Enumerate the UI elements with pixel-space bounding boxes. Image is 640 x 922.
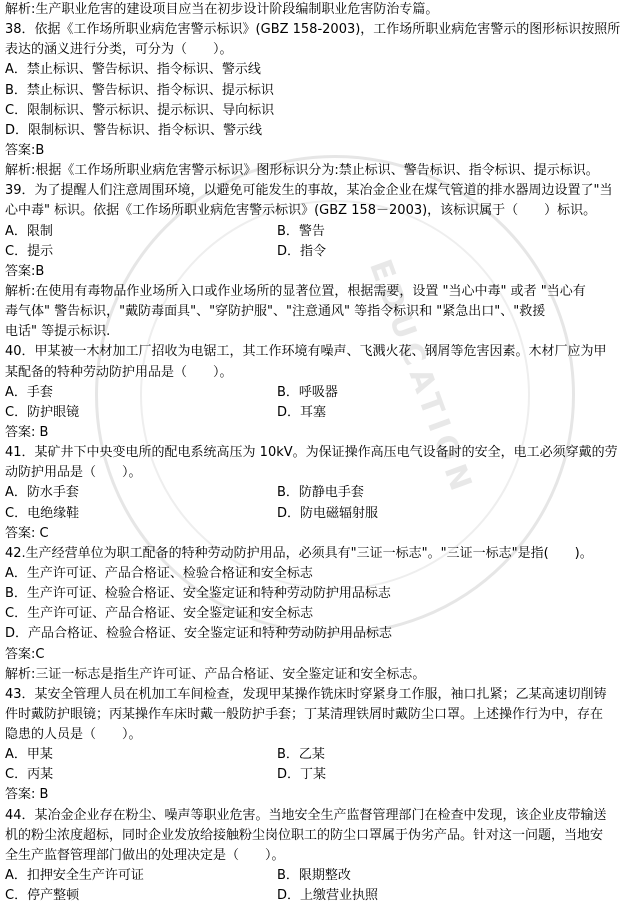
- text-line: D．限制标识、警告标识、指令标识、警示线: [5, 122, 263, 138]
- option-row: [5, 483, 637, 503]
- text-line: C．生产许可证、产品合格证、安全鉴定证和安全标志: [5, 606, 314, 622]
- option-item: A．扣押安全生产许可证: [5, 868, 144, 884]
- option-item: D．上缴营业执照: [277, 888, 379, 904]
- text-line: 43．某安全管理人员在机加工车间检查，发现甲某操作铣床时穿紧身工作服，袖口扎紧；乙某高速切削铸: [5, 686, 607, 702]
- text-line: 某配备的特种劳动防护用品是（ ）。: [5, 364, 233, 380]
- text-line: 解析:根据《工作场所职业病危害警示标识》图形标识分为:禁止标识、警告标识、指令标识、提示标识。: [5, 163, 599, 179]
- text-line: 44．某冶金企业存在粉尘、噪声等职业危害。当地安全生产监督管理部门在检查中发现，该企业皮带输送: [5, 807, 607, 823]
- text-line: 动防护用品是（ ）。: [5, 465, 142, 481]
- option-row: [5, 222, 637, 242]
- text-line: A．生产许可证、产品合格证、检验合格证和安全标志: [5, 565, 313, 581]
- option-row: [5, 242, 637, 262]
- text-line: 答案:B: [5, 263, 45, 279]
- option-row: [5, 866, 637, 886]
- option-row: [5, 383, 637, 403]
- option-item: D．丁某: [277, 767, 327, 783]
- text-line: B．生产许可证、检验合格证、安全鉴定证和特种劳动防护用品标志: [5, 586, 391, 602]
- text-line: 解析:三证一标志是指生产许可证、产品合格证、安全鉴定证和安全标志。: [5, 666, 426, 682]
- option-item: C．停产整顿: [5, 888, 80, 904]
- text-line: 心中毒" 标识。依据《工作场所职业病危害警示标识》(GBZ 158－2003)，该标识属于（ ）标识。: [5, 203, 597, 219]
- text-line: 答案: B: [5, 424, 49, 440]
- text-line: 解析:生产职业危害的建设项目应当在初步设计阶段编制职业危害防治专篇。: [5, 2, 439, 17]
- option-row: [5, 745, 637, 765]
- option-item: B．警告: [277, 223, 325, 239]
- option-item: A．限制: [5, 223, 53, 239]
- option-item: C．电绝缘鞋: [5, 505, 80, 521]
- text-line: 表达的涵义进行分类，可分为（ ）。: [5, 42, 233, 58]
- option-item: D．指令: [277, 243, 327, 259]
- text-line: 答案:B: [5, 142, 45, 158]
- option-item: B．呼吸器: [277, 384, 338, 400]
- option-item: B．防静电手套: [277, 485, 364, 501]
- option-row: [5, 403, 637, 423]
- text-line: C．限制标识、警示标识、提示标识、导向标识: [5, 102, 275, 118]
- option-row: [5, 765, 637, 785]
- text-line: 机的粉尘浓度超标，同时企业发放给接触粉尘岗位职工的防尘口罩属于伪劣产品。针对这一问题，当地安: [5, 827, 604, 843]
- text-line: 38．依据《工作场所职业病危害警示标识》(GBZ 158-2003)，工作场所职业病危害警示的图形标识按照所: [5, 22, 621, 38]
- question-text-block: [5, 0, 637, 906]
- text-line: 答案:C: [5, 646, 45, 662]
- text-line: 42.生产经营单位为职工配备的特种劳动防护用品，必须具有"三证一标志"。"三证一标志"是指( )。: [5, 545, 593, 561]
- text-line: 毒气体" 警告标识，"戴防毒面具"、"穿防护服"、"注意通风" 等指令标识和 "紧急出口"、"救援: [5, 304, 546, 320]
- text-line: 隐患的人员是（ ）。: [5, 727, 142, 743]
- option-item: B．乙某: [277, 747, 325, 763]
- option-item: D．耳塞: [277, 404, 327, 420]
- text-line: 电话" 等提示标识.: [5, 324, 111, 340]
- option-item: B．限期整改: [277, 868, 351, 884]
- option-item: A．防水手套: [5, 485, 79, 501]
- option-item: C．提示: [5, 243, 54, 259]
- text-line: 39．为了提醒人们注意周围环境，以避免可能发生的事故，某冶金企业在煤气管道的排水器周边设置了"当: [5, 183, 613, 199]
- option-row: [5, 504, 637, 524]
- option-item: A．甲某: [5, 747, 53, 763]
- watermark-text: EDUCATION: [362, 255, 481, 501]
- text-line: A．禁止标识、警告标识、指令标识、警示线: [5, 62, 261, 78]
- text-line: D．产品合格证、检验合格证、安全鉴定证和特种劳动防护用品标志: [5, 626, 393, 642]
- option-row: [5, 886, 637, 906]
- option-item: D．防电磁辐射服: [277, 505, 379, 521]
- text-line: 件时戴防护眼镜；丙某操作车床时戴一般防护手套；丁某清理铁屑时戴防尘口罩。上述操作行为中，存在: [5, 706, 604, 722]
- text-line: 全生产监督管理部门做出的处理决定是（ ）。: [5, 847, 285, 863]
- option-item: C．防护眼镜: [5, 404, 80, 420]
- text-line: 解析:在使用有毒物品作业场所入口或作业场所的显著位置，根据需要，设置 "当心中毒" 或者 "当心有: [5, 283, 586, 299]
- text-line: 40．甲某被一木材加工厂招收为电锯工，其工作环境有噪声、飞溅火花、钢屑等危害因素。木材厂应为甲: [5, 344, 607, 360]
- option-item: A．手套: [5, 384, 53, 400]
- option-item: C．丙某: [5, 767, 54, 783]
- text-line: 41．某矿井下中央变电所的配电系统高压为 10kV。为保证操作高压电气设备时的安全，电工必须穿戴的劳: [5, 445, 618, 461]
- text-line: 答案: B: [5, 787, 49, 803]
- text-line: 答案: C: [5, 525, 49, 541]
- text-line: B．禁止标识、警告标识、指令标识、提示标识: [5, 82, 274, 98]
